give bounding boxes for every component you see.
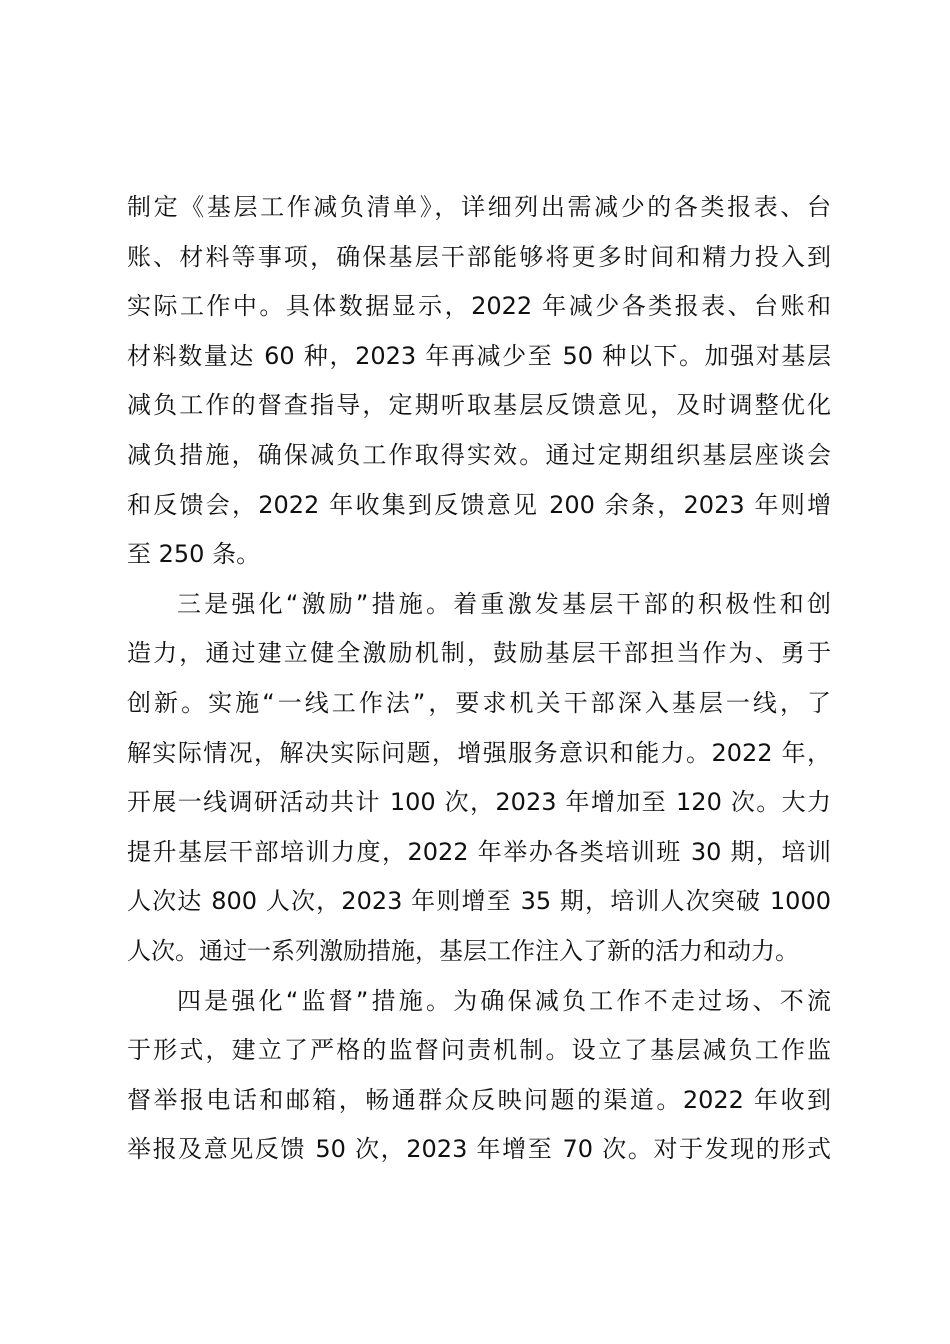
text-line: 解实际情况，解决实际问题，增强服务意识和能力。2022 年， [127, 738, 831, 767]
text-line: 减负措施，确保减负工作取得实效。通过定期组织基层座谈会 [127, 440, 831, 469]
text-line: 材料数量达 60 种，2023 年再减少至 50 种以下。加强对基层 [127, 341, 831, 370]
text-line: 人次。通过一系列激励措施，基层工作注入了新的活力和动力。 [127, 936, 799, 965]
text-line: 人次达 800 人次，2023 年则增至 35 期，培训人次突破 1000 [127, 887, 831, 916]
text-line: 造力，通过建立健全激励机制，鼓励基层干部担当作为、勇于 [127, 639, 831, 668]
text-line: 督举报电话和邮箱，畅通群众反映问题的渠道。2022 年收到 [127, 1085, 831, 1114]
document-body [127, 183, 831, 1175]
text-line: 举报及意见反馈 50 次，2023 年增至 70 次。对于发现的形式 [127, 1135, 831, 1164]
paragraph-first-line: 三是强化“激励”措施。着重激发基层干部的积极性和创 [177, 589, 831, 618]
text-line: 创新。实施“一线工作法”，要求机关干部深入基层一线，了 [127, 688, 831, 717]
text-line: 减负工作的督查指导，定期听取基层反馈意见，及时调整优化 [127, 391, 831, 420]
text-line: 提升基层干部培训力度，2022 年举办各类培训班 30 期，培训 [127, 837, 831, 866]
text-line: 开展一线调研活动共计 100 次，2023 年增加至 120 次。大力 [127, 788, 831, 817]
paragraph-first-line: 四是强化“监督”措施。为确保减负工作不走过场、不流 [177, 986, 831, 1015]
text-line: 制定《基层工作减负清单》，详细列出需减少的各类报表、台 [127, 193, 831, 221]
text-line: 至 250 条。 [127, 540, 261, 569]
text-line: 和反馈会，2022 年收集到反馈意见 200 余条，2023 年则增 [127, 490, 831, 519]
text-line: 账、材料等事项，确保基层干部能够将更多时间和精力投入到 [127, 242, 831, 271]
text-line: 于形式，建立了严格的监督问责机制。设立了基层减负工作监 [127, 1036, 831, 1065]
text-line: 实际工作中。具体数据显示，2022 年减少各类报表、台账和 [127, 292, 831, 321]
